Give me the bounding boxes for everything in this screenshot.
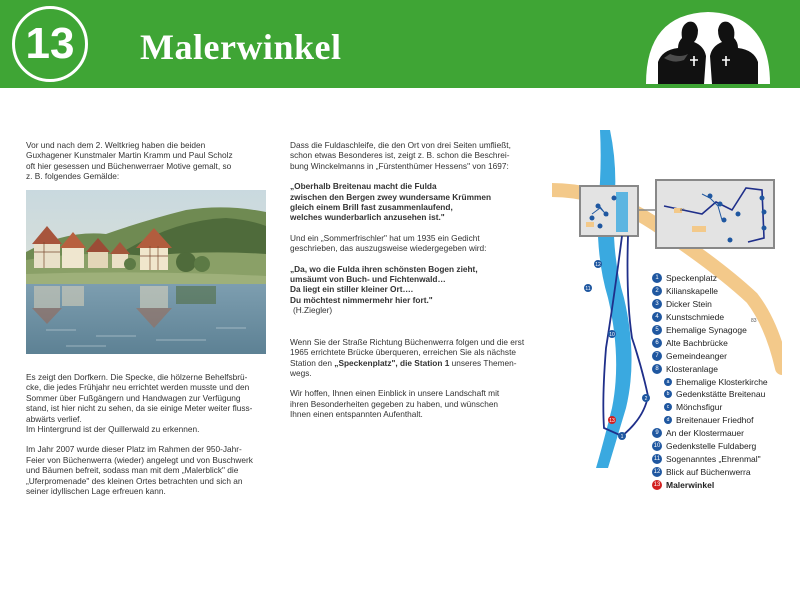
text-line: Feier von Büchenwerra (wieder) angelegt und von Buschwerk (26, 454, 253, 465)
station-legend (652, 272, 792, 491)
text-line: seiner idyllischen Lage erfreuen kann. (26, 486, 166, 497)
text-line: 1965 errichtete Brücke überqueren, erreichen Sie als nächste (290, 347, 516, 358)
text-line: Wenn Sie der Straße Richtung Büchenwerra folgen und die erst (290, 336, 525, 347)
legend-item[interactable] (652, 336, 792, 349)
legend-item[interactable] (652, 440, 792, 453)
legend-number: 1 (652, 273, 662, 283)
legend-label: Klosteranlage (666, 363, 718, 374)
text-span: Station den (290, 357, 335, 368)
painting-image (26, 190, 266, 354)
text-line: Und ein „Sommerfrischler" hat um 1935 ein Gedicht (290, 232, 480, 243)
text-line: „Uferpromenade" des kleinen Ortes betrachten und sich an (26, 475, 243, 486)
text-line: Wir hoffen, Ihnen einen Einblick in unsere Landschaft mit (290, 388, 500, 399)
legend-item[interactable] (652, 324, 792, 337)
route-point-label: 2 (644, 396, 648, 402)
legend-subitem[interactable] (652, 414, 792, 427)
legend-item-current[interactable] (652, 478, 792, 491)
history-column (290, 140, 534, 420)
quote-line: zwischen den Bergen zwey wundersame Krümmen (290, 191, 492, 202)
text-line: stand, ist hier nicht zu sehen, da sie einige Meter weiter fluss- (26, 403, 253, 414)
page-title: Malerwinkel (140, 27, 342, 67)
legend-letter: b (664, 390, 672, 398)
text-line: Im Jahr 2007 wurde dieser Platz im Rahmen der 950-Jahr- (26, 444, 242, 455)
text-line: Sommer über Fußgängern und Handwagen zur Verfügung (26, 392, 241, 403)
legend-label: Sogenanntes „Ehrenmal" (666, 453, 761, 464)
legend-label: Gedenkstätte Breitenau (676, 389, 766, 400)
legend-letter: c (664, 403, 672, 411)
text-line: bung Winckelmanns in „Fürstenthümer Hessens" von 1697: (290, 160, 509, 171)
road-label: 83 (680, 207, 685, 212)
quote-line: gleich einem Brill fast zusammenlaufend, (290, 202, 453, 213)
legend-number: 13 (653, 481, 661, 488)
legend-item[interactable] (652, 362, 792, 375)
legend-item[interactable] (652, 427, 792, 440)
legend-label: Dicker Stein (666, 299, 712, 310)
legend-number: 6 (652, 338, 662, 348)
quote-line: welches wunderbarlich anzusehen ist." (290, 212, 445, 223)
intro-line: oft hier gesessen und Büchenwerraer Motive gemalt, so (26, 160, 232, 171)
legend-label: Malerwinkel (666, 479, 715, 490)
text-line: schon etwas Besonderes ist, zeigt z. B. schon die Beschrei- (290, 150, 510, 161)
legend-label: Kilianskapelle (666, 286, 718, 297)
poem-line: „Da, wo die Fulda ihren schönsten Bogen zieht, (290, 263, 478, 274)
text-line: Ihnen einen entspannten Aufenthalt. (290, 409, 423, 420)
legend-item[interactable] (652, 452, 792, 465)
intro-paragraph (26, 140, 266, 182)
legend-number: 5 (652, 325, 662, 335)
legend-number: 9 (652, 428, 662, 438)
route-point-label: 11 (585, 286, 591, 292)
legend-subitem[interactable] (652, 388, 792, 401)
text-line: Dass die Fuldaschleife, die den Ort von drei Seiten umfließt, (290, 140, 511, 150)
text-line: cke, die jedes Frühjahr neu errichtet werden musste und den (26, 382, 250, 393)
legend-label: An der Klostermauer (666, 428, 744, 439)
legend-label: Ehemalige Klosterkirche (676, 376, 768, 387)
legend-label: Gedenkstelle Fuldaberg (666, 441, 757, 452)
legend-item[interactable] (652, 285, 792, 298)
station-reference: „Speckenplatz", die Station 1 (334, 357, 450, 368)
text-line: abwärts verlief. (26, 413, 82, 424)
legend-number: 3 (652, 299, 662, 309)
legend-label: Ehemalige Synagoge (666, 325, 747, 335)
route-point-label: 10 (609, 332, 615, 338)
poem-line: Du möchtest nimmermehr hier fort." (290, 294, 433, 305)
legend-label: Kunstschmiede (666, 312, 725, 323)
route-point-label: 1 (620, 434, 624, 440)
text-span: unseres Themen- (449, 357, 517, 368)
text-line: ihren Besonderheiten gegeben zu haben, und wünschen (290, 398, 499, 409)
intro-line: Vor und nach dem 2. Weltkrieg haben die beiden (26, 140, 206, 150)
legend-number: 11 (653, 455, 661, 462)
legend-subitem[interactable] (652, 401, 792, 414)
legend-number: 7 (652, 351, 662, 361)
legend-letter: a (664, 378, 672, 386)
legend-number: 2 (652, 286, 662, 296)
poem-line: Da liegt ein stiller kleiner Ort…. (290, 284, 414, 295)
legend-item[interactable] (652, 272, 792, 285)
legend-item[interactable] (652, 349, 792, 362)
legend-number: 12 (653, 468, 661, 475)
legend-label: Gemeindeanger (666, 350, 727, 361)
legend-subitem[interactable] (652, 375, 792, 388)
legend-letter: d (664, 416, 672, 424)
legend-item[interactable] (652, 311, 792, 324)
legend-number: 10 (653, 443, 661, 450)
legend-label: Blick auf Büchenwerra (666, 466, 751, 477)
poem-author: (H.Ziegler) (293, 305, 333, 316)
legend-label: Speckenplatz (666, 273, 718, 284)
legend-number: 8 (652, 364, 662, 374)
text-line: Es zeigt den Dorfkern. Die Specke, die hölzerne Behelfsbrü- (26, 372, 248, 382)
text-line: Im Hintergrund ist der Quillerwald zu erkennen. (26, 424, 200, 435)
intro-line: Guxhagener Kunstmaler Martin Kramm und Paul Scholz (26, 150, 233, 161)
quote-line: „Oberhalb Breitenau macht die Fulda (290, 181, 437, 192)
text-line: und Bäumen befreit, sodass man mit dem „Malerblick" die (26, 465, 239, 476)
intro-line: z. B. folgendes Gemälde: (26, 171, 120, 182)
text-line (290, 358, 534, 368)
legend-label: Breitenauer Friedhof (676, 415, 754, 426)
legend-label: Alte Bachbrücke (666, 337, 728, 348)
village-description (26, 372, 266, 496)
legend-item[interactable] (652, 298, 792, 311)
road-label: 83 (751, 318, 757, 324)
legend-label: Mönchsfigur (676, 402, 723, 413)
monks-logo (644, 6, 772, 86)
legend-number: 4 (652, 312, 662, 322)
header-bar (0, 0, 800, 88)
route-point-label: 12 (595, 262, 601, 268)
legend-item[interactable] (652, 465, 792, 478)
poem-line: umsäumt von Buch- und Fichtenwald… (290, 274, 446, 285)
station-number-badge: 13 (12, 6, 88, 82)
route-point-label: 13 (609, 418, 615, 424)
text-line: geschrieben, das auszugsweise wiedergegeben wird: (290, 243, 487, 254)
text-line: wegs. (290, 367, 312, 378)
